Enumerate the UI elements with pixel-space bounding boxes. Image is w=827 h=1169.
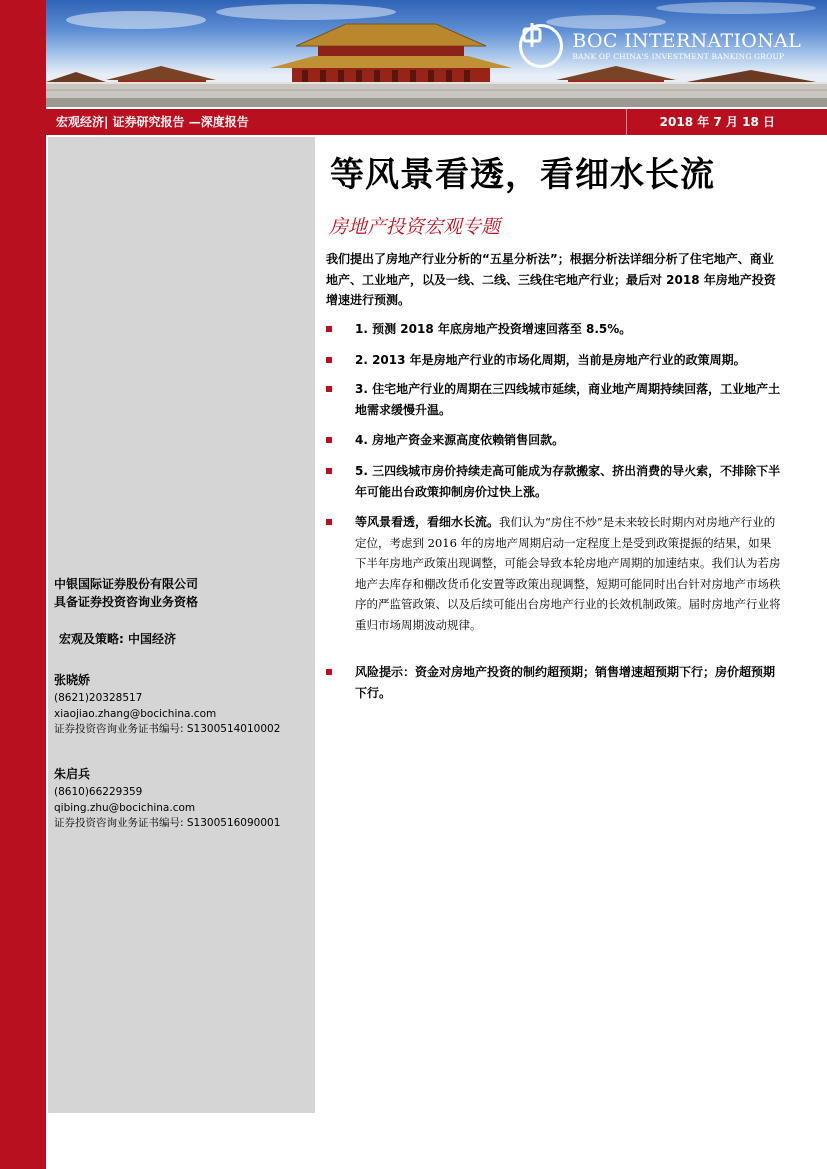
report-header-strip: [46, 109, 827, 135]
header-divider: [626, 109, 627, 135]
bullet-square-icon: [326, 468, 332, 474]
strategy-label: 宏观及策略: 中国经济: [59, 632, 176, 646]
report-subtitle: 房地产投资宏观专题: [329, 216, 501, 238]
brand-name: BOC INTERNATIONAL: [572, 30, 801, 52]
list-item: [326, 430, 782, 451]
bullet-bold-text: 3. 住宅地产行业的周期在三四线城市延续，商业地产周期持续回落，工业地产土地需求缓慢升温。: [355, 382, 781, 417]
list-item: [326, 379, 782, 420]
brand-tagline: BANK OF CHINA'S INVESTMENT BANKING GROUP: [572, 52, 785, 61]
report-title: 等风景看透，看细水长流: [330, 155, 715, 195]
bullet-square-icon: [326, 669, 332, 675]
company-qualification: 具备证券投资咨询业务资格: [54, 595, 199, 609]
list-item: [326, 662, 782, 703]
report-category: 宏观经济| 证券研究报告 —深度报告: [56, 115, 249, 129]
bullet-bold-text: 1. 预测 2018 年底房地产投资增速回落至 8.5%。: [355, 322, 632, 336]
analyst-card: [54, 765, 280, 832]
analyst-name: 朱启兵: [54, 767, 91, 781]
bullet-bold-text: 5. 三四线城市房价持续走高可能成为存款搬家、挤出消费的导火索，不排除下半年可能出台政策抑制房价过快上涨。: [355, 464, 781, 499]
list-item: [326, 461, 782, 502]
boc-logo: [519, 22, 801, 70]
report-intro: 我们提出了房地产行业分析的“五星分析法”；根据分析法详细分析了住宅地产、商业地产、工业地产，以及一线、二线、三线住宅地产行业；最后对 2018 年房地产投资增速进行预测。: [326, 252, 776, 307]
analyst-name: 张晓娇: [54, 673, 91, 687]
analyst-card: [54, 671, 280, 738]
list-item: [326, 319, 782, 340]
list-item: [326, 350, 782, 371]
company-info: [54, 575, 198, 611]
bullet-bold-text: 等风景看透，看细水长流。: [355, 515, 500, 529]
boc-logo-mark-icon: [519, 24, 563, 68]
bullet-square-icon: [326, 357, 332, 363]
analyst-cert: 证券投资咨询业务证书编号: S1300516090001: [54, 817, 281, 829]
analyst-email[interactable]: xiaojiao.zhang@bocichina.com: [54, 707, 217, 720]
bullet-bold-text: 风险提示：资金对房地产投资的制约超预期；销售增速超预期下行；房价超预期下行。: [355, 665, 776, 700]
bullet-bold-text: 2. 2013 年是房地产行业的市场化周期，当前是房地产行业的政策周期。: [355, 353, 746, 367]
bullet-square-icon: [326, 386, 332, 392]
bullet-bold-text: 4. 房地产资金来源高度依赖销售回款。: [355, 433, 565, 447]
company-name: 中银国际证券股份有限公司: [54, 577, 199, 591]
left-accent-bar: [0, 0, 46, 1169]
sidebar: [48, 137, 315, 1113]
bullet-body-text: 我们认为“房住不炒”是未来较长时期内对房地产行业的定位，考虑到 2016 年的房地产周期启动一定程度上是受到政策提振的结果，如果下半年房地产政策出现调整，可能会导致本轮房地产周期的加速结束。我们认为若房地产去库存和棚改货币化安置等政策出现调整，短期可能同时出台针对房地产市场秩序的严监管政策、以及后续可能出台房地产行业的长效机制政策。届时房地产行业将重归市场周期波动规律。: [355, 515, 781, 632]
analyst-cert: 证券投资咨询业务证书编号: S1300514010002: [54, 723, 281, 735]
report-date: 2018 年 7 月 18 日: [659, 115, 775, 129]
bullet-square-icon: [326, 519, 332, 525]
bullet-square-icon: [326, 437, 332, 443]
bullet-square-icon: [326, 326, 332, 332]
list-item: [326, 512, 782, 635]
analyst-phone: (8610)66229359: [54, 786, 143, 798]
header-banner-photo: [46, 0, 827, 107]
analyst-email[interactable]: qibing.zhu@bocichina.com: [54, 801, 196, 814]
analyst-phone: (8621)20328517: [54, 692, 143, 704]
